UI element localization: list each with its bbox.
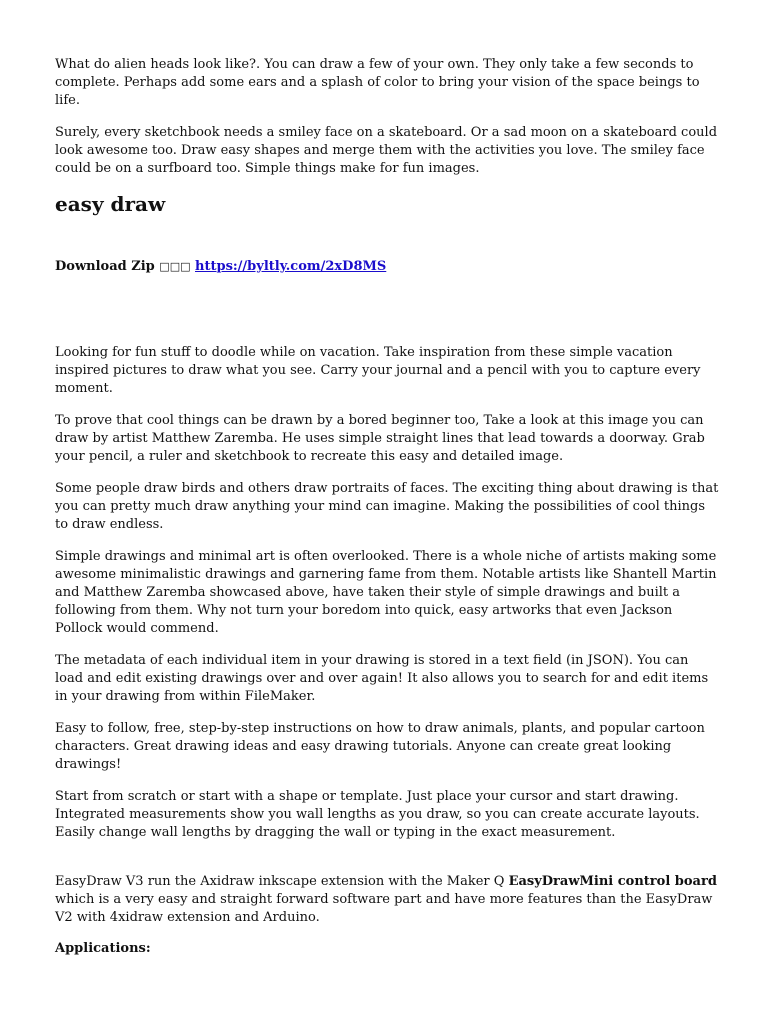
section-heading: easy draw [55, 192, 166, 216]
body-paragraph-7: Start from scratch or start with a shape or template. Just place your cursor and start drawing. Integrated measurements show you wall lengths as you draw, so you can create accurate layouts. Easily change wall lengths by dragging the wall or typing in the exact measurement. [55, 789, 700, 840]
body-paragraph-2: To prove that cool things can be drawn by a bored beginner too, Take a look at this image you can draw by artist Matthew Zaremba. He uses simple straight lines that lead towards a doorway. Grab your pencil, a ruler and sketchbook to recreate this easy and detailed image. [55, 413, 705, 464]
body-paragraph-3: Some people draw birds and others draw portraits of faces. The exciting thing about drawing is that you can pretty much draw anything your mind can imagine. Making the possibilities of cool things to draw endless. [55, 481, 719, 532]
blank-space [55, 276, 720, 344]
download-label: Download Zip [55, 259, 155, 274]
download-line [55, 258, 720, 276]
easydraw-text-before: EasyDraw V3 run the Axidraw inkscape extension with the Maker Q [55, 874, 509, 889]
missing-glyphs: □□□ [159, 260, 191, 273]
intro-paragraph-1: What do alien heads look like?. You can draw a few of your own. They only take a few seconds to complete. Perhaps add some ears and a splash of color to bring your vision of the space beings to life. [55, 57, 700, 108]
document-page [55, 56, 720, 972]
body-paragraph-1: Looking for fun stuff to doodle while on vacation. Take inspiration from these simple vacation inspired pictures to draw what you see. Carry your journal and a pencil with you to capture every moment. [55, 345, 701, 396]
body-paragraph-4: Simple drawings and minimal art is often overlooked. There is a whole niche of artists making some awesome minimalistic drawings and garnering fame from them. Notable artists like Shantell Martin and Matthew Zaremba showcased above, have taken their style of simple drawings and built a following from them. Why not turn your boredom into quick, easy artworks that even Jackson Pollock would commend. [55, 549, 717, 636]
easydraw-board-name: EasyDrawMini control board [508, 874, 717, 889]
body-paragraph-6: Easy to follow, free, step-by-step instructions on how to draw animals, plants, and popular cartoon characters. Great drawing ideas and easy drawing tutorials. Anyone can create great looking drawings! [55, 721, 705, 772]
easydraw-text-after: which is a very easy and straight forward software part and have more features than the EasyDraw V2 with 4xidraw extension and Arduino. [55, 892, 713, 925]
body-paragraph-5: The metadata of each individual item in your drawing is stored in a text field (in JSON). You can load and edit existing drawings over and over again! It also allows you to search for and edit items in your drawing from within FileMaker. [55, 653, 709, 704]
applications-heading: Applications: [55, 941, 151, 956]
download-link[interactable]: https://byltly.com/2xD8MS [195, 259, 387, 274]
intro-paragraph-2: Surely, every sketchbook needs a smiley face on a skateboard. Or a sad moon on a skateboard could look awesome too. Draw easy shapes and merge them with the activities you love. The smiley face could be on a surfboard too. Simple things make for fun images. [55, 125, 718, 176]
easydraw-paragraph [55, 873, 720, 927]
blank-space [55, 856, 720, 873]
